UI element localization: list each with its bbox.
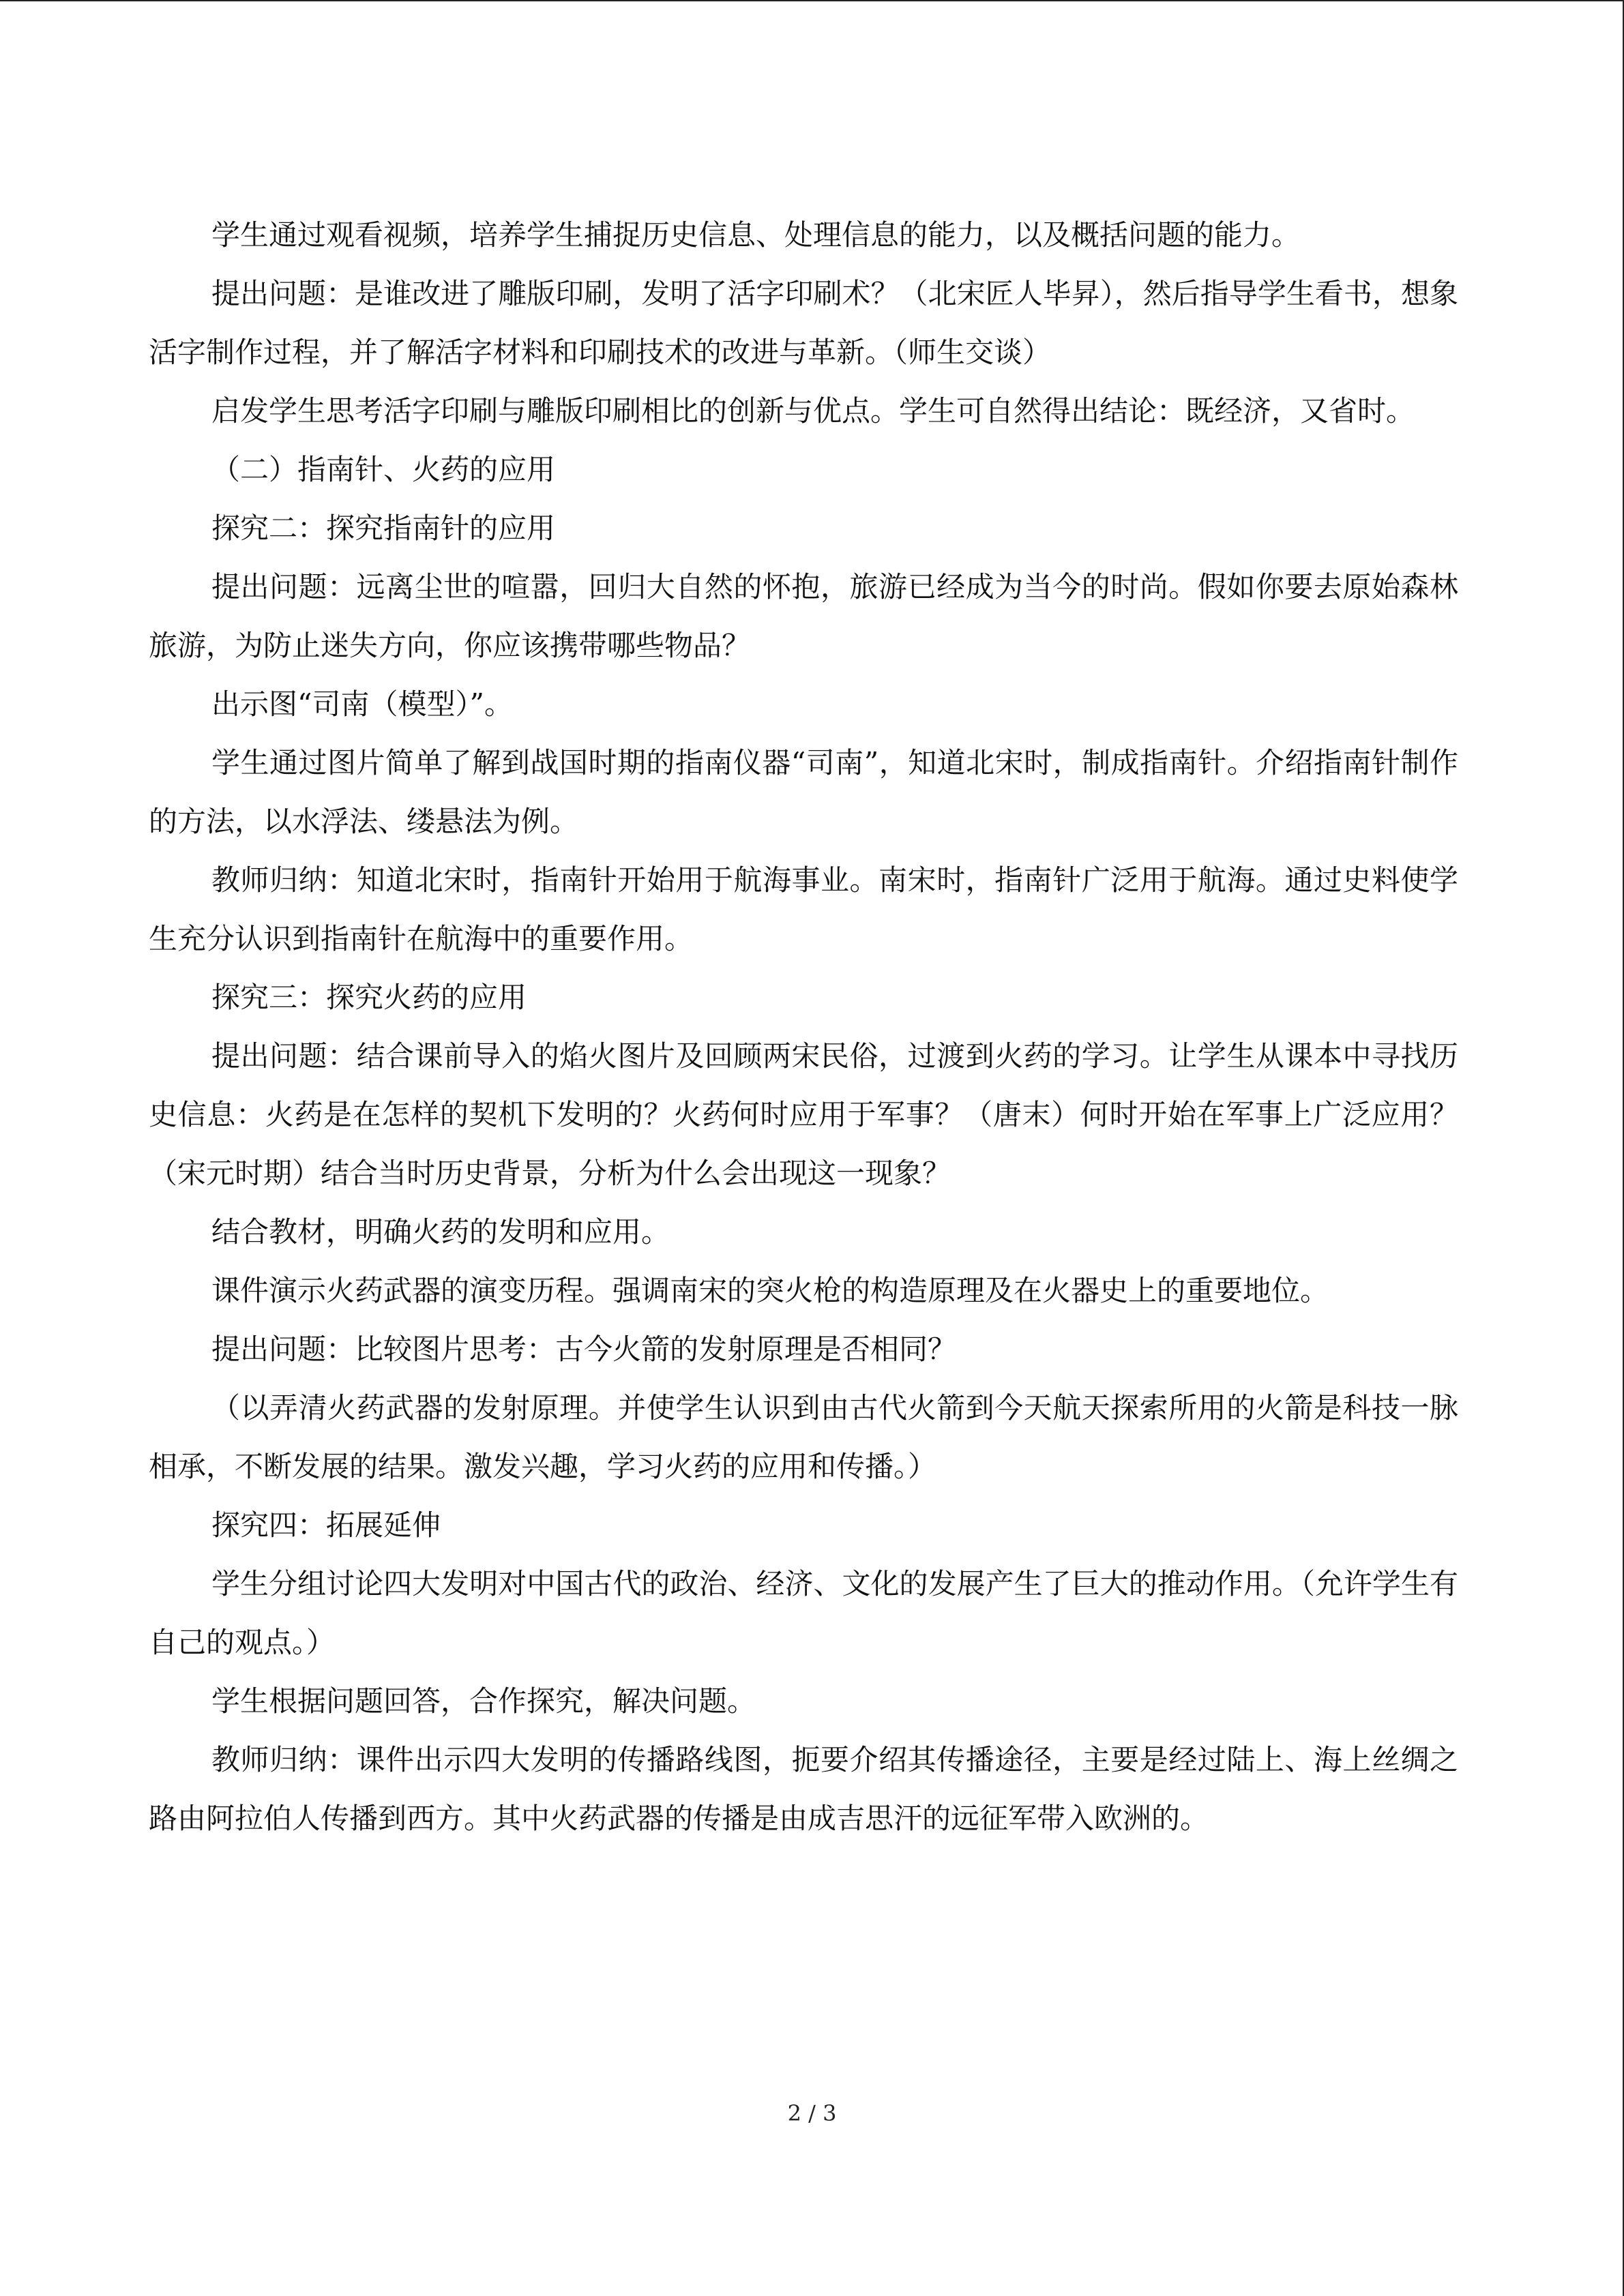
- paragraph: 出示图“司南（模型）”。: [211, 687, 513, 721]
- page-number: 2 / 3: [787, 2100, 837, 2126]
- paragraph: 学生通过图片简单了解到战国时期的指南仪器“司南”，知道北宋时，制成指南针。介绍指南针制作的方法，以水浮法、缕悬法为例。: [149, 746, 1458, 838]
- paragraph: 学生分组讨论四大发明对中国古代的政治、经济、文化的发展产生了巨大的推动作用。（允许学生有自己的观点。）: [149, 1567, 1458, 1659]
- paragraph: 提出问题：比较图片思考：古今火箭的发射原理是否相同？: [211, 1332, 957, 1366]
- paragraph: 学生根据问题回答，合作探究，解决问题。: [211, 1684, 756, 1718]
- paragraph: 启发学生思考活字印刷与雕版印刷相比的创新与优点。学生可自然得出结论：既经济，又省时。: [211, 394, 1415, 428]
- section-heading: （二）指南针、火药的应用: [211, 453, 556, 486]
- subsection-heading: 探究三：探究火药的应用: [211, 981, 527, 1014]
- subsection-heading: 探究四：拓展延伸: [211, 1508, 441, 1542]
- paragraph: 提出问题：结合课前导入的焰火图片及回顾两宋民俗，过渡到火药的学习。让学生从课本中寻找历史信息：火药是在怎样的契机下发明的？火药何时应用于军事？（唐末）何时开始在军事上广泛应用？（宋元时期）结合当时历史背景，分析为什么会出现这一现象？: [149, 1039, 1458, 1190]
- paragraph: 结合教材，明确火药的发明和应用。: [211, 1215, 670, 1249]
- paragraph: 课件演示火药武器的演变历程。强调南宋的突火枪的构造原理及在火器史上的重要地位。: [211, 1274, 1329, 1307]
- paragraph: 提出问题：是谁改进了雕版印刷，发明了活字印刷术？（北宋匠人毕昇），然后指导学生看书，想象活字制作过程，并了解活字材料和印刷技术的改进与革新。（师生交谈）: [149, 277, 1458, 369]
- paragraph: 教师归纳：课件出示四大发明的传播路线图，扼要介绍其传播途径，主要是经过陆上、海上丝绸之路由阿拉伯人传播到西方。其中火药武器的传播是由成吉思汗的远征军带入欧洲的。: [149, 1743, 1458, 1835]
- paragraph: 提出问题：远离尘世的喧嚣，回归大自然的怀抱，旅游已经成为当今的时尚。假如你要去原始森林旅游，为防止迷失方向，你应该携带哪些物品？: [149, 570, 1458, 662]
- paragraph: 学生通过观看视频，培养学生捕捉历史信息、处理信息的能力，以及概括问题的能力。: [211, 218, 1301, 252]
- paragraph: 教师归纳：知道北宋时，指南针开始用于航海事业。南宋时，指南针广泛用于航海。通过史料使学生充分认识到指南针在航海中的重要作用。: [149, 863, 1458, 955]
- paragraph: （以弄清火药武器的发射原理。并使学生认识到由古代火箭到今天航天探索所用的火箭是科技一脉相承，不断发展的结果。激发兴趣，学习火药的应用和传播。）: [149, 1391, 1458, 1483]
- document-body: [149, 206, 1458, 1848]
- subsection-heading: 探究二：探究指南针的应用: [211, 511, 556, 545]
